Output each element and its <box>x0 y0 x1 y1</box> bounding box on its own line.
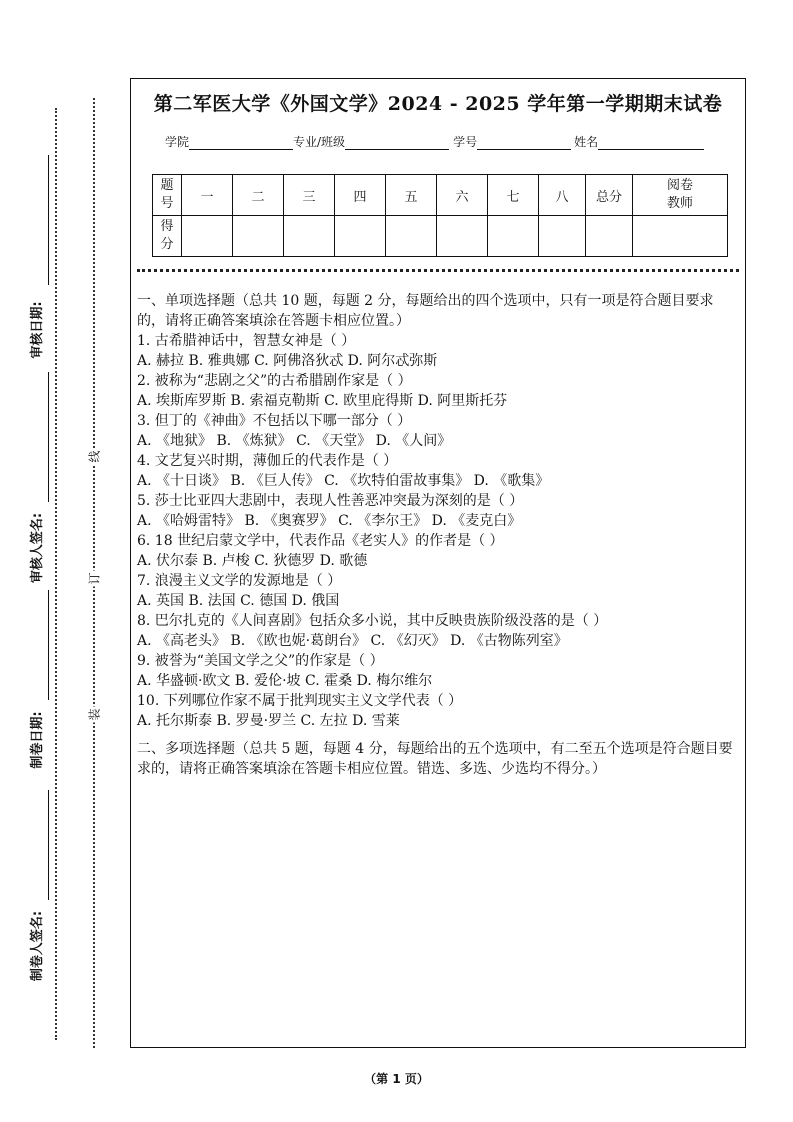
section-separator <box>137 269 739 272</box>
score-table-score-row <box>153 216 728 257</box>
major-field[interactable] <box>345 137 449 150</box>
col-5: 五 <box>386 175 437 216</box>
question-options: A. 《高老头》 B. 《欧也妮·葛朗台》 C. 《幻灭》 D. 《古物陈列室》 <box>137 633 568 649</box>
col-4: 四 <box>335 175 386 216</box>
score-table <box>152 174 728 257</box>
binding-xian: 线 <box>87 450 102 463</box>
college-field[interactable] <box>189 137 293 150</box>
reviewer-date-line <box>48 155 49 285</box>
maker-sign-label: 制卷人签名: <box>30 910 45 982</box>
col-total: 总分 <box>586 175 633 216</box>
col-7: 七 <box>488 175 539 216</box>
score-cell[interactable] <box>488 216 539 257</box>
reviewer-sign-line <box>48 372 49 502</box>
question: 7. 浪漫主义文学的发源地是（ ） <box>137 573 342 589</box>
exam-title: 第二军医大学《外国文学》2024 - 2025 学年第一学期期末试卷 <box>153 93 723 115</box>
exam-frame <box>130 78 746 1048</box>
col-2: 二 <box>233 175 284 216</box>
question-options: A. 华盛顿·欧文 B. 爱伦·坡 C. 霍桑 D. 梅尔维尔 <box>137 673 433 689</box>
question: 1. 古希腊神话中，智慧女神是（ ） <box>137 333 356 349</box>
student-id-field[interactable] <box>477 137 571 150</box>
question-options: A. 埃斯库罗斯 B. 索福克勒斯 C. 欧里庇得斯 D. 阿里斯托芬 <box>137 393 508 409</box>
binding-ding: 订 <box>87 572 102 585</box>
major-label: 专业/班级 <box>293 135 346 149</box>
question-options: A. 《哈姆雷特》 B. 《奥赛罗》 C. 《李尔王》 D. 《麦克白》 <box>137 513 522 529</box>
score-cell[interactable] <box>633 216 728 257</box>
name-field[interactable] <box>598 137 704 150</box>
question: 8. 巴尔扎克的《人间喜剧》包括众多小说，其中反映贵族阶级没落的是（ ） <box>137 613 608 629</box>
question-options: A. 《十日谈》 B. 《巨人传》 C. 《坎特伯雷故事集》 D. 《歌集》 <box>137 473 550 489</box>
col-3: 三 <box>284 175 335 216</box>
score-cell[interactable] <box>386 216 437 257</box>
col-1: 一 <box>182 175 233 216</box>
col-8: 八 <box>539 175 586 216</box>
question: 4. 文艺复兴时期，薄伽丘的代表作是（ ） <box>137 453 398 469</box>
student-id-label: 学号 <box>453 135 478 149</box>
question-options: A. 托尔斯泰 B. 罗曼·罗兰 C. 左拉 D. 雪莱 <box>137 713 400 729</box>
score-cell[interactable] <box>586 216 633 257</box>
maker-date-line <box>48 590 49 700</box>
score-cell[interactable] <box>539 216 586 257</box>
question: 10. 下列哪位作家不属于批判现实主义文学代表（ ） <box>137 693 463 709</box>
question-options: A. 《地狱》 B. 《炼狱》 C. 《天堂》 D. 《人间》 <box>137 433 452 449</box>
question: 5. 莎士比亚四大悲剧中，表现人性善恶冲突最为深刻的是（ ） <box>137 493 524 509</box>
score-cell[interactable] <box>233 216 284 257</box>
row-label-score: 得 分 <box>153 216 182 257</box>
question-options: A. 赫拉 B. 雅典娜 C. 阿佛洛狄忒 D. 阿尔忒弥斯 <box>137 353 438 369</box>
exam-content <box>137 291 739 779</box>
score-cell[interactable] <box>182 216 233 257</box>
row-label-number: 题 号 <box>153 175 182 216</box>
college-label: 学院 <box>165 135 190 149</box>
section-2-heading: 二、多项选择题（总共 5 题，每题 4 分，每题给出的五个选项中，有二至五个选项是符合题目要求的，请将正确答案填涂在答题卡相应位置。错选、多选、少选均不得分。） <box>137 741 733 777</box>
maker-sign-line <box>48 790 49 900</box>
reviewer-sign-label: 审核人签名: <box>30 512 45 584</box>
score-table-header-row <box>153 175 728 216</box>
question: 3. 但丁的《神曲》不包括以下哪一部分（ ） <box>137 413 412 429</box>
score-cell[interactable] <box>335 216 386 257</box>
col-6: 六 <box>437 175 488 216</box>
student-info <box>165 133 704 150</box>
maker-date-label: 制卷日期: <box>30 711 45 769</box>
reviewer-date-label: 审核日期: <box>30 301 45 359</box>
page-number: （第 1 页） <box>364 1072 429 1086</box>
binding-zhuang: 装 <box>87 708 102 721</box>
section-1-heading: 一、单项选择题（总共 10 题，每题 2 分，每题给出的四个选项中，只有一项是符合题目要求的，请将正确答案填涂在答题卡相应位置。） <box>137 293 714 329</box>
name-label: 姓名 <box>574 135 599 149</box>
col-grader: 阅卷 教师 <box>633 175 728 216</box>
score-cell[interactable] <box>284 216 335 257</box>
binding-dotted-line-outer <box>55 108 57 1040</box>
question-options: A. 英国 B. 法国 C. 德国 D. 俄国 <box>137 593 340 609</box>
score-cell[interactable] <box>437 216 488 257</box>
question: 2. 被称为“悲剧之父”的古希腊剧作家是（ ） <box>137 373 412 389</box>
question: 6. 18 世纪启蒙文学中，代表作品《老实人》的作者是（ ） <box>137 533 504 549</box>
question: 9. 被誉为“美国文学之父”的作家是（ ） <box>137 653 384 669</box>
question-options: A. 伏尔泰 B. 卢梭 C. 狄德罗 D. 歌德 <box>137 553 368 569</box>
